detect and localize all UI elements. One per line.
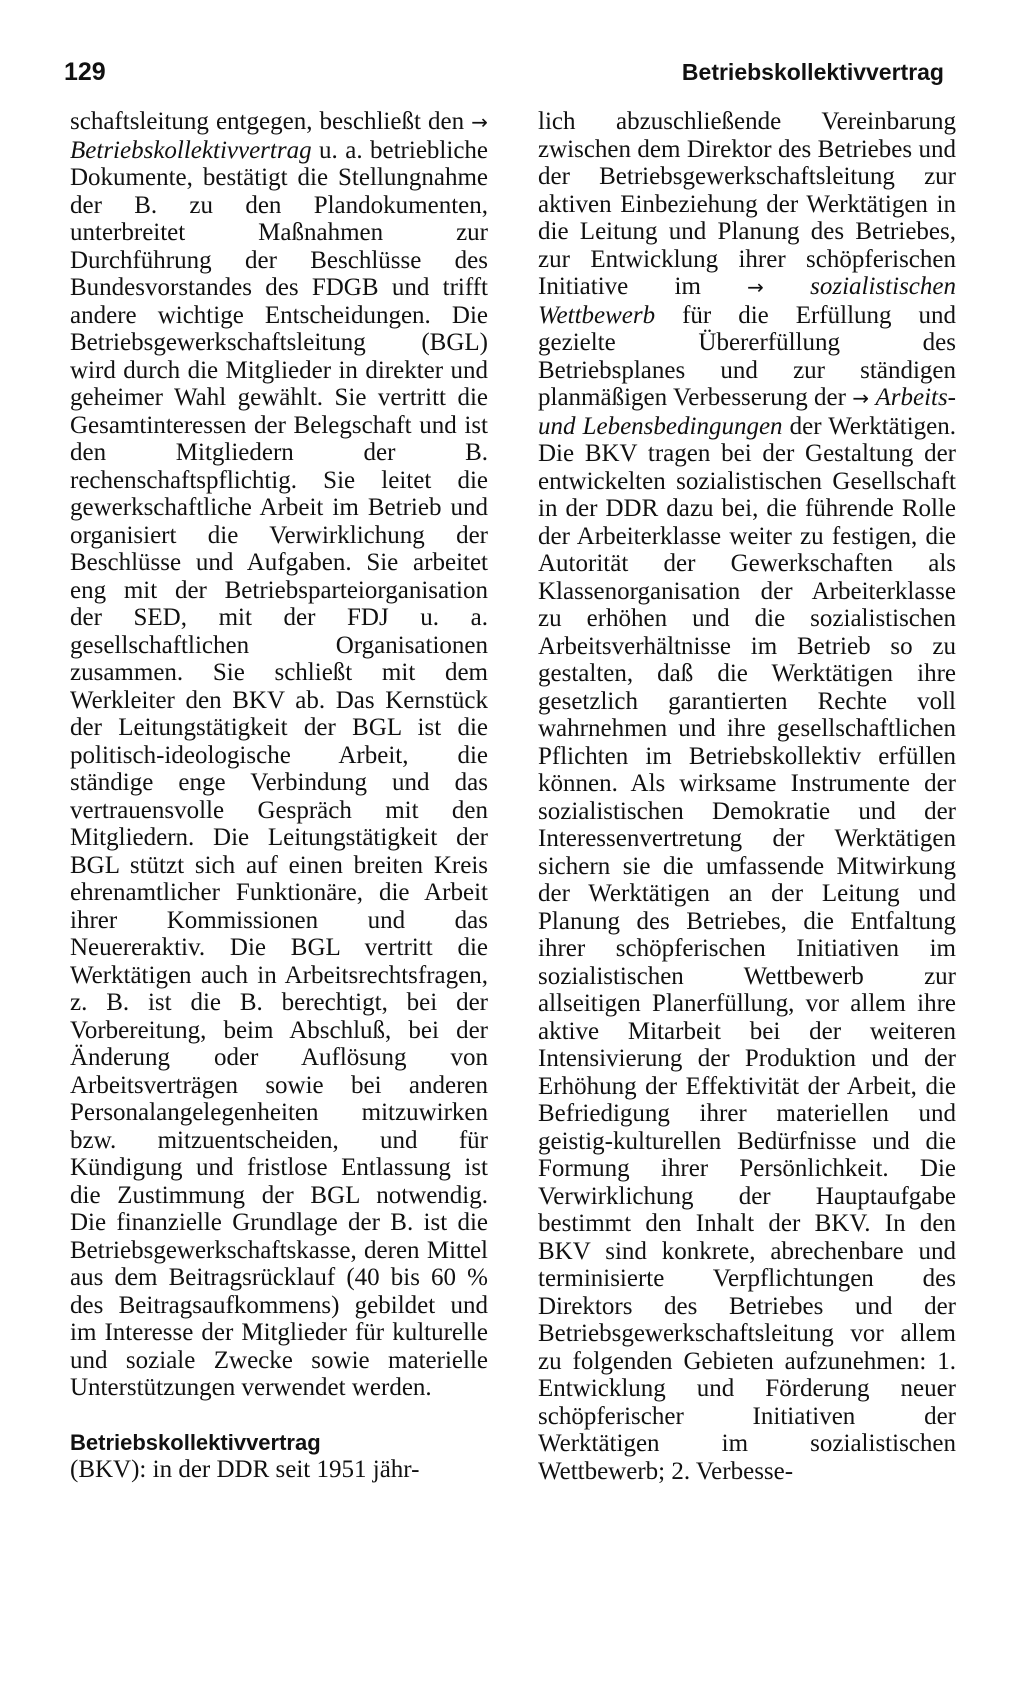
cross-reference-link[interactable]: Arbeits- und Lebensbedingungen [538, 384, 957, 440]
text-segment: (BKV): in der DDR seit 1951 jähr- [70, 1456, 420, 1483]
entry-start-paragraph [70, 1429, 488, 1484]
cross-reference-arrow-icon: → [852, 386, 870, 410]
entry-headword: Betriebskollektivvertrag [70, 1429, 321, 1455]
cross-reference-arrow-icon: → [747, 275, 764, 299]
entry-continuation-paragraph [70, 108, 488, 1402]
page-header [64, 56, 944, 88]
text-segment: für die Erfüllung und gezielte Übererfüllung des Betriebsplanes und zur ständigen planmäßigen Verbesserung der [538, 301, 956, 411]
text-segment: u. a. betriebliche Dokumente, bestätigt die Stellungnahme der B. zu den Plandokumenten, unterbreitet Maßnahmen zur Durchführung der Beschlüsse des Bundesvorstandes des FDGB und trifft andere wichtige Entscheidungen. Die Betriebsgewerkschaftsleitung (BGL) wird durch die Mitglieder in direkter und geheimer Wahl gewählt. Sie vertritt die Gesamtinteressen der Belegschaft und ist den Mitgliedern der B. rechenschaftspflichtig. Sie leitet die gewerkschaftliche Arbeit im Betrieb und organisiert die Verwirklichung der Beschlüsse und Aufgaben. Sie arbeitet eng mit der Betriebsparteiorganisation der SED, mit der FDJ u. a. gesellschaftlichen Organisationen zusammen. Sie schließt mit dem Werkleiter den BKV ab. Das Kernstück der Leitungstätigkeit der BGL ist die politisch-ideologische Arbeit, die ständige enge Verbindung und das vertrauensvolle Gespräch mit den Mitgliedern. Die Leitungstätigkeit der BGL stützt sich auf einen breiten Kreis ehrenamtlicher Funktionäre, die Arbeit ihrer Kommissionen und das Neuereraktiv. Die BGL vertritt die Werktätigen auch in Arbeitsrechtsfragen, z. B. ist die B. berechtigt, bei der Vorbereitung, beim Abschluß, bei der Änderung oder Auflösung von Arbeitsverträgen sowie bei anderen Personalangelegenheiten mitzuwirken bzw. mitzuentscheiden, und für Kündigung und fristlose Entlassung ist die Zustimmung der BGL notwendig. Die finanzielle Grundlage der B. ist die Betriebsgewerkschaftskasse, deren Mittel aus dem Beitragsrücklauf (40 bis 60 % des Beitragsaufkommens) gebildet und im Interesse der Mitglieder für kulturelle und soziale Zwecke sowie materielle Unterstützungen verwendet werden. [70, 136, 489, 1401]
text-segment: der Werktätigen. Die BKV tragen bei der Gestaltung der entwickelten sozialistischen Gesellschaft in der DDR dazu bei, die führende Rolle der Arbeiterklasse weiter zu festigen, die Autorität der Gewerkschaften als Klassenorganisation der Arbeiterklasse zu erhöhen und die sozialistischen Arbeitsverhältnisse im Betrieb so zu gestalten, daß die Werktätigen ihre gesetzlich garantierten Rechte voll wahrnehmen und ihre gesellschaftlichen Pflichten im Betriebskollektiv erfüllen können. Als wirksame Instrumente der sozialistischen Demokratie und der Interessenvertretung der Werktätigen sichern sie die umfassende Mitwirkung der Werktätigen an der Leitung und Planung des Betriebes, die Entfaltung ihrer schöpferischen Initiativen im sozialistischen Wettbewerb zur allseitigen Planerfüllung, vor allem ihre aktive Mitarbeit bei der weiteren Intensivierung der Produktion und der Erhöhung der Effektivität der Arbeit, die Befriedigung ihrer materiellen und geistig-kulturellen Bedürfnisse und die Formung ihrer Persönlichkeit. Die Verwirklichung der Hauptaufgabe bestimmt den Inhalt der BKV. In den BKV sind konkrete, abrechenbare und terminisierte Verpflichtungen des Direktors des Betriebes und der Betriebsgewerkschaftsleitung vor allem zu folgenden Gebieten aufzunehmen: 1. Entwicklung und Förderung neuer schöpferischer Initiativen der Werktätigen im sozialistischen Wettbewerb; 2. Verbesse- [538, 412, 957, 1485]
cross-reference-link[interactable]: Betriebskollektivvertrag [70, 136, 312, 164]
right-column [538, 108, 956, 1485]
cross-reference-link[interactable]: sozialistischen Wettbewerb [538, 273, 956, 329]
entry-divider [70, 1402, 488, 1429]
text-segment: lich abzuschließende Vereinbarung zwischen dem Direktor des Betriebes und der Betriebsgewerkschaftsleitung zur aktiven Einbeziehung der Werktätigen in die Leitung und Planung des Betriebes, zur Entwicklung ihrer schöpferischen Initiative im [538, 108, 956, 300]
left-column [70, 108, 488, 1484]
cross-reference-arrow-icon: → [471, 110, 488, 134]
page-number: 129 [64, 58, 106, 86]
entry-body-paragraph [538, 108, 956, 1485]
text-segment: schaftsleitung entgegen, beschließt den [70, 108, 465, 135]
running-head: Betriebskollektivvertrag [681, 59, 944, 85]
